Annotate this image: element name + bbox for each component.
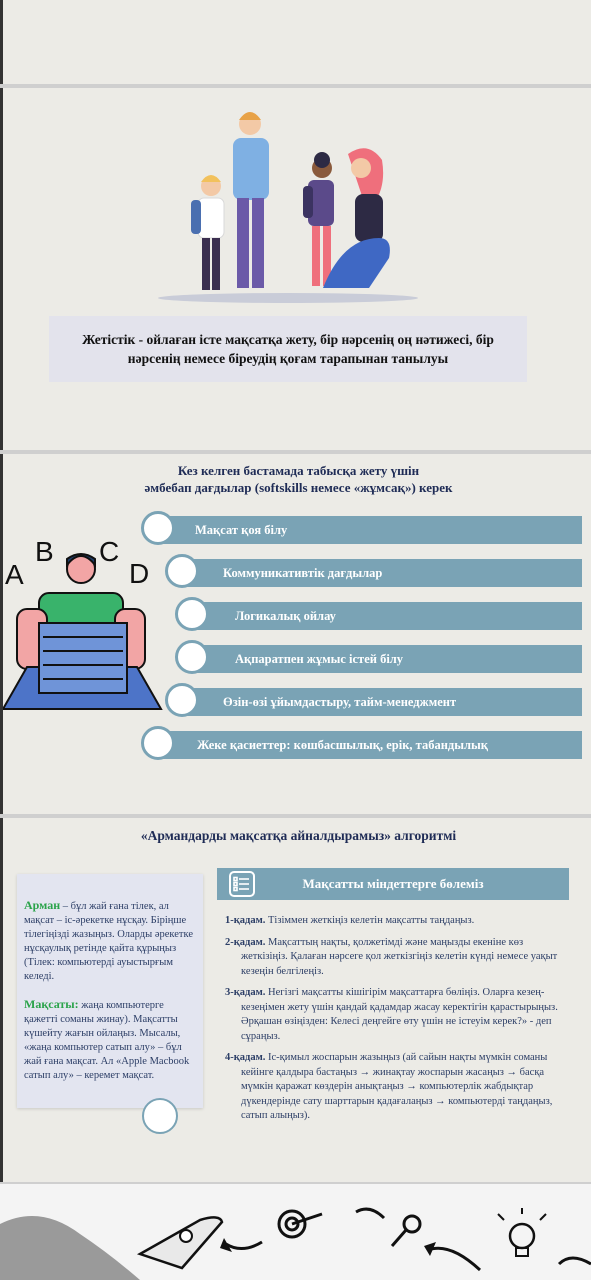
skill-bullet-circle: [141, 511, 175, 545]
step-item: [225, 936, 565, 980]
softskills-slide: [0, 454, 591, 814]
step-label: 2-қадам.: [225, 936, 266, 948]
step-text: Тізіммен жеткіңіз келетін мақсатты таңдаңыз.: [265, 915, 475, 926]
dream-label: Арман: [24, 898, 61, 912]
family-illustration: [153, 102, 423, 307]
top-slide-fragment: [0, 0, 591, 84]
letter-d: D: [129, 558, 150, 589]
dream-paragraph: [24, 898, 196, 984]
success-path-illustration: [0, 1184, 591, 1280]
goal-label: Мақсаты:: [24, 997, 79, 1011]
step-text: Іс-қимыл жоспарын жазыңыз (ай сайын нақты мүмкін соманы кейінге қалдыра бастаңыз → жинақтау жоспарын жасаңыз → басқа мүмкін қаражат көздерін анықтаңыз → компьютерлік жабдықтар дүкендерінде сату шарттарын қадағалаңыз → компьютерді таңдаңыз, сатып алыңыз).: [241, 1052, 553, 1121]
skill-label: Мақсат қоя білу: [195, 522, 288, 537]
skill-label: Ақпаратпен жұмыс істей білу: [235, 651, 404, 666]
skill-bar-1: [155, 516, 582, 544]
bottom-illustration-slide: [0, 1184, 591, 1280]
step-label: 3-қадам.: [225, 987, 266, 998]
skill-bullet-circle: [165, 554, 199, 588]
skill-bullet-circle: [141, 726, 175, 760]
skill-bar-2: [181, 559, 582, 587]
skill-bullet-circle: [165, 683, 199, 717]
softskills-title-line2: әмбебап дағдылар (softskills немесе «жұмсақ») керек: [144, 480, 453, 495]
step-label: 4-қадам.: [225, 1052, 266, 1063]
skill-bar-5: [181, 688, 582, 716]
decorative-ring: [142, 1098, 178, 1134]
step-label: 1-қадам.: [225, 915, 266, 926]
steps-header: [217, 868, 569, 900]
letter-a: A: [5, 559, 24, 590]
step-text: Мақсаттың нақты, қолжетімді және маңызды екеніне көз жеткізіңіз. Қалаған нәрсеге қол жеткізгіңіз келетін күнді немесе уақыт кезеңін белгілеңіз.: [241, 936, 558, 977]
softskills-title: [3, 462, 591, 496]
step-item: [225, 986, 565, 1044]
algorithm-title: «Армандарды мақсатқа айналдырамыз» алгоритмі: [140, 828, 457, 843]
skill-label: Өзін-өзі ұйымдастыру, тайм-менеджмент: [223, 694, 457, 709]
goal-text: жаңа компьютерге қажетті соманы жинау). Мақсатты күшейту жағын ойлаңыз. Мысалы, «жаңа компьютер сатып алу» – бұл жай ғана мақсат. Ал «Apple Macbook сатып алу» – керемет мақсат.: [24, 1000, 190, 1081]
goal-paragraph: [24, 997, 196, 1083]
reader-illustration: [3, 539, 163, 714]
success-definition: Жетістік - ойлаған істе мақсатқа жету, бір нәрсенің оң нәтижесі, бір нәрсенің немесе біреудің қоғам тарапынан танылуы: [49, 316, 527, 382]
step-item: [225, 1051, 565, 1124]
skill-label: Коммуникативтік дағдылар: [223, 565, 383, 580]
definition-slide: [0, 88, 591, 450]
checklist-icon: [229, 871, 255, 897]
skill-label: Жеке қасиеттер: көшбасшылық, ерік, табандылық: [197, 737, 488, 752]
dream-text: – бұл жай ғана тілек, ал мақсат – іс-әрекетке нұсқау. Біріңше тілегіңізді жазыңыз. Оларды әрекетке нұсқаулық ретінде қайта құрыңыз (Тілек: компьютерді ауыстырғым келеді.: [24, 901, 193, 982]
steps-header-label: Мақсатты міндеттерге бөлеміз: [302, 876, 484, 891]
skill-bullet-circle: [175, 597, 209, 631]
skill-bar-4: [191, 645, 582, 673]
letter-b: B: [35, 539, 54, 567]
skill-bar-3: [191, 602, 582, 630]
algorithm-slide: [0, 818, 591, 1182]
skill-bullet-circle: [175, 640, 209, 674]
softskills-title-line1: Кез келген бастамада табысқа жету үшін: [177, 463, 420, 478]
dream-goal-card: [17, 874, 203, 1108]
step-text: Негізгі мақсатты кішігірім мақсаттарға бөліңіз. Оларға кезең-кезеңімен жету үшін қандай қадамдар жасау керектігін қарастырыңыз. Әрқашан өзіңізден: Келесі деңгейге өту үшін не істеуім керек?» - деп сұраңыз.: [241, 987, 558, 1042]
step-item: [225, 914, 565, 929]
steps-list: [225, 914, 565, 1131]
letter-c: C: [99, 539, 120, 567]
skill-label: Логикалық ойлау: [235, 608, 336, 623]
skill-bar-6: [155, 731, 582, 759]
